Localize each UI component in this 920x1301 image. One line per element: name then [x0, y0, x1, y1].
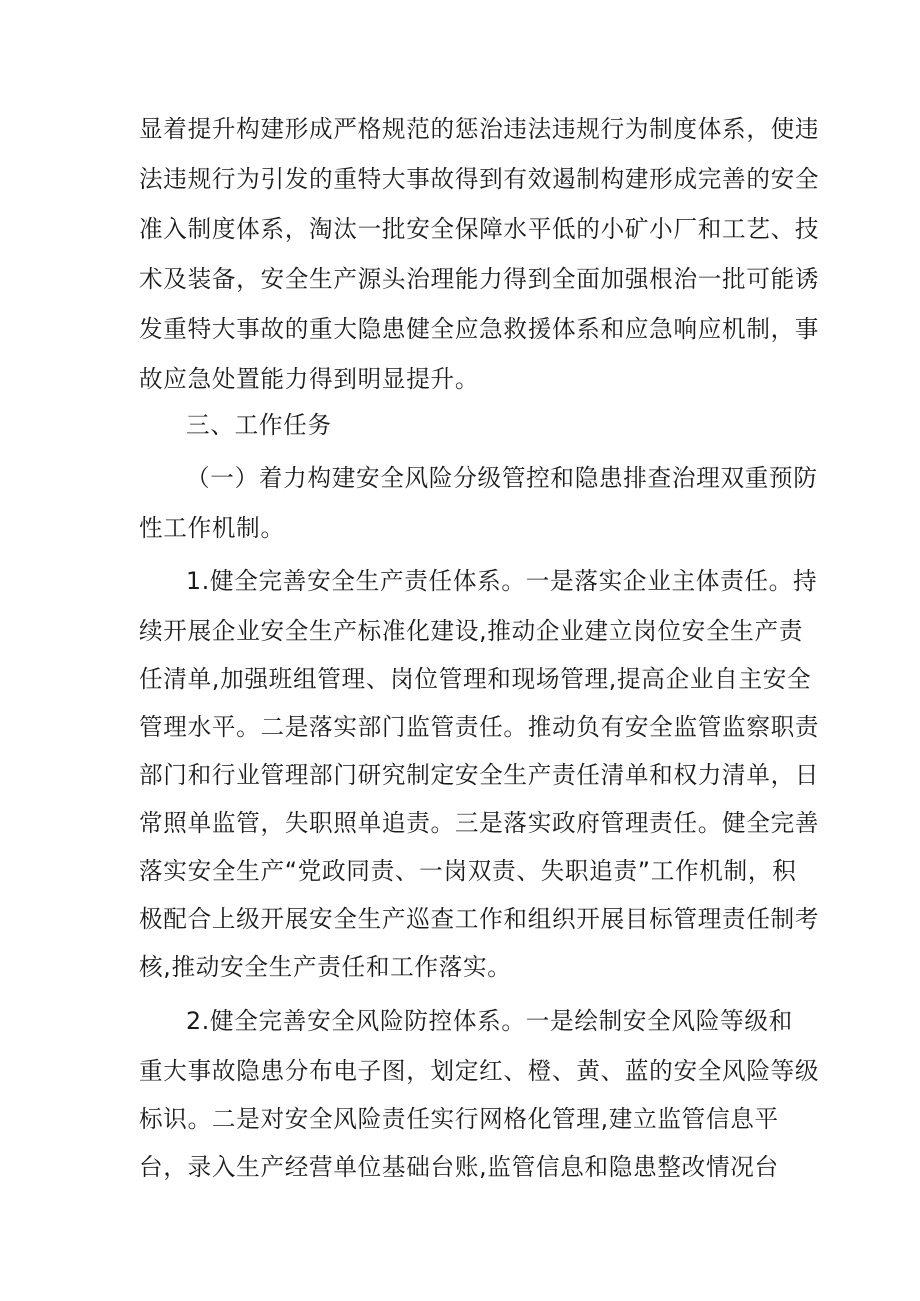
paragraph-line: 准入制度体系，淘汰一批安全保障水平低的小矿小厂和工艺、技	[139, 215, 820, 243]
paragraph-line: 任清单,加强班组管理、岗位管理和现场管理,提高企业自主安全	[139, 665, 812, 693]
subsection-heading: 性工作机制。	[139, 514, 285, 542]
paragraph-line: 续开展企业安全生产标准化建设,推动企业建立岗位安全生产责	[139, 617, 804, 645]
paragraph-line: 法违规行为引发的重特大事故得到有效遏制构建形成完善的安全	[139, 165, 820, 193]
paragraph-line: 重大事故隐患分布电子图，划定红、橙、黄、蓝的安全风险等级	[139, 1057, 820, 1085]
paragraph-line: 2.健全完善安全风险防控体系。一是绘制安全风险等级和	[186, 1007, 793, 1035]
paragraph-line: 部门和行业管理部门研究制定安全生产责任清单和权力清单，日	[139, 761, 820, 789]
paragraph-line: 标识。二是对安全风险责任实行网格化管理,建立监管信息平	[139, 1105, 779, 1133]
paragraph-line: 发重特大事故的重大隐患健全应急救援体系和应急响应机制，事	[139, 315, 820, 343]
paragraph-line: 台，录入生产经营单位基础台账,监管信息和隐患整改情况台	[139, 1153, 779, 1181]
paragraph-line: 术及装备，安全生产源头治理能力得到全面加强根治一批可能诱	[139, 265, 820, 293]
paragraph-line: 常照单监管，失职照单追责。三是落实政府管理责任。健全完善	[139, 809, 820, 837]
section-heading: 三、工作任务	[186, 411, 332, 439]
paragraph-line: 1.健全完善安全生产责任体系。一是落实企业主体责任。持	[186, 567, 818, 595]
paragraph-line: 核,推动安全生产责任和工作落实。	[139, 953, 512, 981]
subsection-heading: （一）着力构建安全风险分级管控和隐患排查治理双重预防	[186, 464, 818, 492]
paragraph-line: 极配合上级开展安全生产巡查工作和组织开展目标管理责任制考	[139, 905, 820, 933]
paragraph-line: 管理水平。二是落实部门监管责任。推动负有安全监管监察职责	[139, 713, 820, 741]
paragraph-line: 显着提升构建形成严格规范的惩治违法违规行为制度体系，使违	[139, 115, 820, 143]
paragraph-line: 落实安全生产“党政同责、一岗双责、失职追责”工作机制，积	[139, 857, 797, 885]
paragraph-line: 故应急处置能力得到明显提升。	[139, 365, 480, 393]
